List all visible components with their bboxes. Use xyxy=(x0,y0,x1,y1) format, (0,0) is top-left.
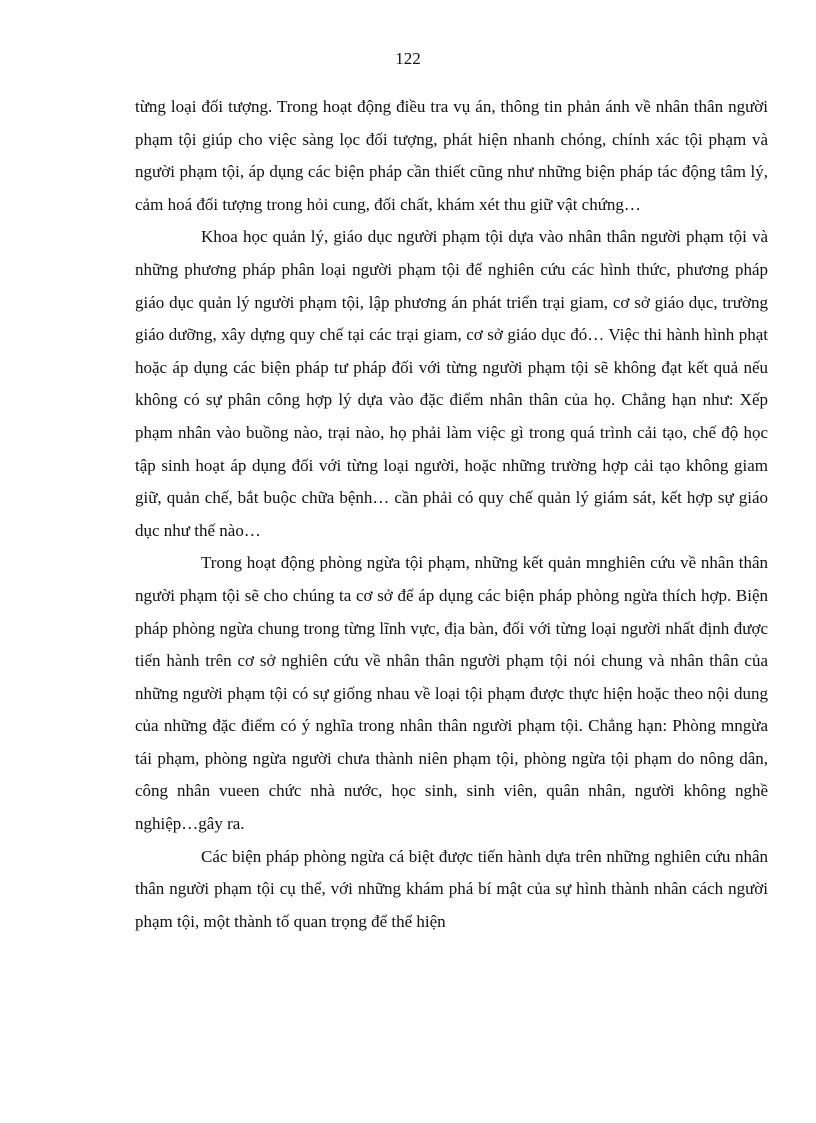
body-text xyxy=(135,91,768,938)
paragraph: từng loại đối tượng. Trong hoạt động điều tra vụ án, thông tin phản ánh về nhân thân người phạm tội giúp cho việc sàng lọc đối tượng, phát hiện nhanh chóng, chính xác tội phạm và người phạm tội, áp dụng các biện pháp cần thiết cũng như những biện pháp tác động tâm lý, cảm hoá đối tượng trong hỏi cung, đối chất, khám xét thu giữ vật chứng… xyxy=(135,97,768,214)
paragraph: Khoa học quản lý, giáo dục người phạm tội dựa vào nhân thân người phạm tội và những phương pháp phân loại người phạm tội để nghiên cứu các hình thức, phương pháp giáo dục quản lý người phạm tội, lập phương án phát triển trại giam, cơ sở giáo dục, trường giáo dưỡng, xây dựng quy chế tại các trại giam, cơ sở giáo dục đó… Việc thi hành hình phạt hoặc áp dụng các biện pháp tư pháp đối với từng người phạm tội sẽ không đạt kết quả nếu không có sự phân công hợp lý dựa vào đặc điểm nhân thân của họ. Chẳng hạn như: Xếp phạm nhân vào buồng nào, trại nào, họ phải làm việc gì trong quá trình cải tạo, chế độ học tập sinh hoạt áp dụng đối với từng loại người, hoặc những trường hợp cải tạo không giam giữ, quản chế, bắt buộc chữa bệnh… cần phải có quy chế quản lý giám sát, kết hợp sự giáo dục như thế nào… xyxy=(135,227,768,540)
page-number: 122 xyxy=(395,49,421,68)
paragraph: Các biện pháp phòng ngừa cá biệt được tiến hành dựa trên những nghiên cứu nhân thân người phạm tội cụ thể, với những khám phá bí mật của sự hình thành nhân cách người phạm tội, một thành tố quan trọng để thể hiện xyxy=(135,846,768,931)
paragraph: Trong hoạt động phòng ngừa tội phạm, những kết quản mnghiên cứu về nhân thân người phạm tội sẽ cho chúng ta cơ sở để áp dụng các biện pháp phòng ngừa thích hợp. Biện pháp phòng ngừa chung trong từng lĩnh vực, địa bàn, đối với từng loại người nhất định được tiến hành trên cơ sở nghiên cứu về nhân thân người phạm tội nói chung và nhân thân của những người phạm tội có sự giống nhau về loại tội phạm được thực hiện hoặc theo nội dung của những đặc điểm có ý nghĩa trong nhân thân người phạm tội. Chẳng hạn: Phòng mngừa tái phạm, phòng ngừa người chưa thành niên phạm tội, phòng ngừa tội phạm do nông dân, công nhân vueen chức nhà nước, học sinh, sinh viên, quân nhân, người không nghề nghiệp…gây ra. xyxy=(135,553,768,834)
